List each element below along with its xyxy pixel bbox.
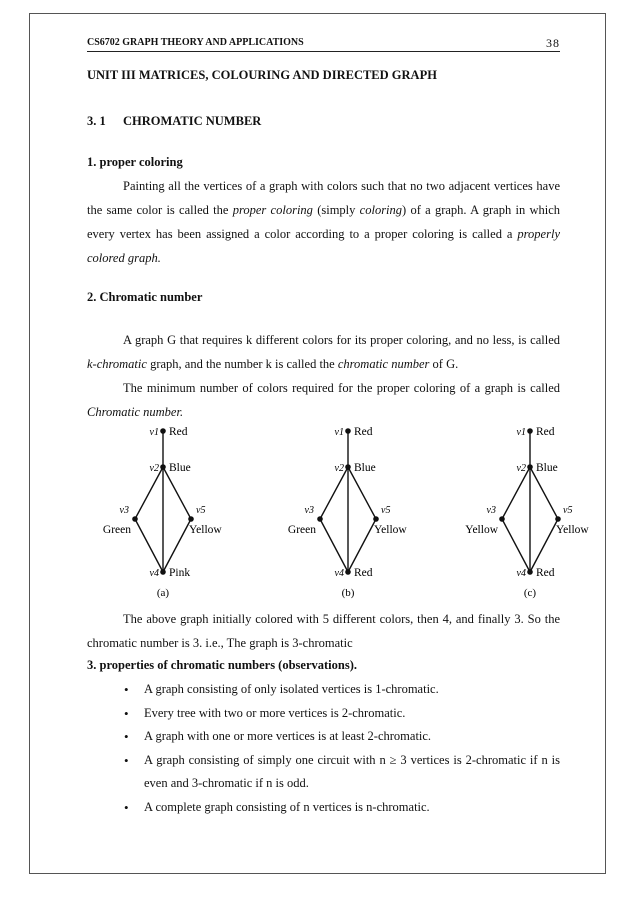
vertex-label: v3 xyxy=(119,505,129,516)
graph-caption: (a) xyxy=(156,587,170,599)
graph-edge xyxy=(530,519,558,572)
graph-edge xyxy=(135,519,163,572)
graph-edge xyxy=(348,467,376,519)
vertex-label: v3 xyxy=(486,505,496,516)
term-proper-coloring: proper coloring xyxy=(232,203,313,217)
vertex-color-label: Blue xyxy=(169,462,191,474)
vertex-color-label: Blue xyxy=(536,462,558,474)
graph-vertex xyxy=(132,516,138,522)
vertex-color-label: Red xyxy=(536,567,555,579)
graph-edge xyxy=(135,467,163,519)
graph-vertex xyxy=(499,516,505,522)
graph-edge xyxy=(502,467,530,519)
graph-edge xyxy=(348,519,376,572)
proper-coloring-paragraph: Painting all the vertices of a graph with colors such that no two adjacent vertices have the same color is called the proper coloring (simply coloring) of a graph. A graph in which every vertex has been assigned a color according to a proper coloring is called a properly colored graph. xyxy=(87,179,561,265)
vertex-color-label: Yellow xyxy=(556,524,589,536)
chromatic-number-paragraph-1: A graph G that requires k different colors for its proper coloring, and no less, is called k-chromatic graph, and the number k is called the chromatic number of G. xyxy=(87,333,560,371)
vertex-color-label: Red xyxy=(169,426,188,438)
vertex-label: v4 xyxy=(516,568,526,579)
proper-coloring-heading: 1. proper coloring xyxy=(87,155,183,169)
vertex-color-label: Yellow xyxy=(465,524,498,536)
graph-caption: (b) xyxy=(341,587,355,599)
graph-vertex xyxy=(317,516,323,522)
term-k-chromatic: k-chromatic xyxy=(87,357,147,371)
vertex-label: v2 xyxy=(334,463,344,474)
vertex-label: v1 xyxy=(149,427,159,438)
graph-vertex xyxy=(160,569,166,575)
after-figure-paragraph: The above graph initially colored with 5 different colors, then 4, and finally 3. So the chromatic number is 3. i.e., The graph is 3-chromatic xyxy=(87,612,560,650)
section-title: CHROMATIC NUMBER xyxy=(123,114,262,128)
graph-vertex xyxy=(345,569,351,575)
vertex-label: v2 xyxy=(516,463,526,474)
property-item: • A graph consisting of simply one circuit with n ≥ 3 vertices is 2-chromatic if n is even and 3-chromatic if n is odd. xyxy=(122,749,560,796)
vertex-label: v4 xyxy=(334,568,344,579)
graph-vertex xyxy=(555,516,561,522)
vertex-color-label: Red xyxy=(536,426,555,438)
graph-edge xyxy=(163,467,191,519)
graph-edge xyxy=(320,519,348,572)
term-properly-colored-graph: properly colored graph. xyxy=(87,227,560,265)
graph-caption: (c) xyxy=(523,587,537,599)
vertex-label: v5 xyxy=(196,505,206,516)
vertex-color-label: Green xyxy=(287,524,316,536)
vertex-color-label: Green xyxy=(102,524,131,536)
term-coloring: coloring xyxy=(359,203,403,217)
vertex-color-label: Pink xyxy=(169,567,191,579)
vertex-color-label: Yellow xyxy=(189,524,222,536)
graph-vertex xyxy=(345,464,351,470)
vertex-label: v4 xyxy=(149,568,159,579)
vertex-label: v5 xyxy=(563,505,573,516)
term-chromatic-number: chromatic number xyxy=(337,357,430,371)
graph-vertex xyxy=(188,516,194,522)
vertex-color-label: Red xyxy=(354,567,373,579)
section-heading xyxy=(87,114,262,129)
graph-edge xyxy=(163,519,191,572)
graph-edge xyxy=(320,467,348,519)
page-header xyxy=(87,37,560,52)
graph-vertex xyxy=(160,464,166,470)
coloring-figure xyxy=(0,415,638,605)
vertex-color-label: Blue xyxy=(354,462,376,474)
chromatic-number-heading: 2. Chromatic number xyxy=(87,290,203,304)
term-chromatic-number-def: Chromatic number. xyxy=(87,405,184,419)
course-title: CS6702 GRAPH THEORY AND APPLICATIONS xyxy=(87,37,304,48)
vertex-label: v1 xyxy=(334,427,344,438)
unit-title: UNIT III MATRICES, COLOURING AND DIRECTED GRAPH xyxy=(87,68,437,82)
vertex-label: v2 xyxy=(149,463,159,474)
property-item: • A complete graph consisting of n vertices is n-chromatic. xyxy=(122,796,560,820)
vertex-color-label: Yellow xyxy=(374,524,407,536)
section-number: 3. 1 xyxy=(87,114,106,128)
page-number: 38 xyxy=(546,36,560,50)
graph-vertex xyxy=(527,464,533,470)
vertex-label: v5 xyxy=(381,505,391,516)
property-item: • A graph consisting of only isolated vertices is 1-chromatic. xyxy=(122,678,560,702)
property-item: • Every tree with two or more vertices is 2-chromatic. xyxy=(122,702,560,726)
vertex-label: v1 xyxy=(516,427,526,438)
chromatic-number-paragraph-2: The minimum number of colors required for the proper coloring of a graph is called Chromatic number. xyxy=(87,381,560,419)
graph-edge xyxy=(502,519,530,572)
graph-vertex xyxy=(373,516,379,522)
graph-vertex xyxy=(345,428,351,434)
vertex-color-label: Red xyxy=(354,426,373,438)
graph-vertex xyxy=(527,428,533,434)
graph-vertex xyxy=(527,569,533,575)
property-item: • A graph with one or more vertices is at least 2-chromatic. xyxy=(122,725,560,749)
properties-list xyxy=(122,678,560,819)
graph-edge xyxy=(530,467,558,519)
graph-vertex xyxy=(160,428,166,434)
vertex-label: v3 xyxy=(304,505,314,516)
properties-heading: 3. properties of chromatic numbers (observations). xyxy=(87,658,357,672)
